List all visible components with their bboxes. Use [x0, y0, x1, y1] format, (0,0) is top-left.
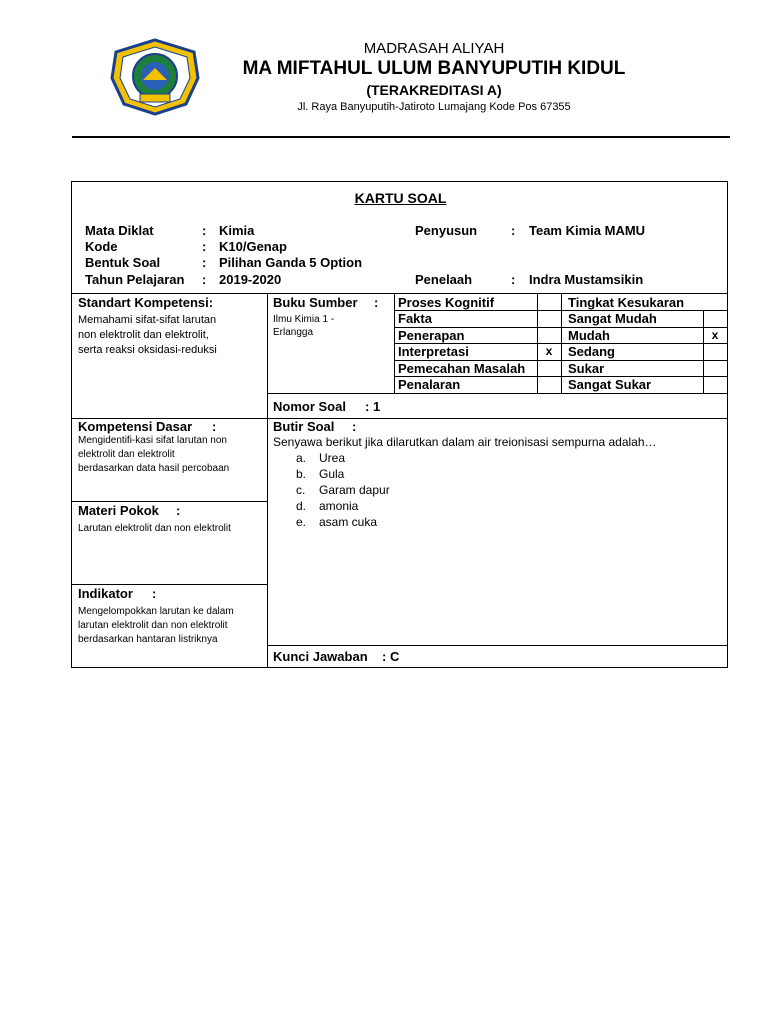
tingkat-kesukaran-item: Sedang	[568, 344, 615, 359]
option-letter: b.	[296, 467, 307, 481]
option-letter: d.	[296, 499, 307, 513]
standar-kompetensi-line: non elektrolit dan elektrolit,	[78, 329, 209, 341]
tahun-pelajaran-sep: :	[202, 272, 207, 287]
proses-kognitif-item: Penalaran	[398, 377, 461, 392]
proses-kognitif-item: Penerapan	[398, 328, 465, 343]
header-rule	[72, 136, 730, 138]
tingkat-kesukaran-mark: x	[711, 328, 719, 342]
mata-diklat-label: Mata Diklat	[85, 223, 154, 238]
materi-pokok-label: Materi Pokok	[78, 503, 159, 518]
grid-line	[267, 393, 728, 394]
grid-line	[267, 293, 268, 668]
nomor-soal-value: : 1	[365, 399, 381, 414]
question-text: Senyawa berikut jika dilarutkan dalam air treionisasi sempurna adalah…	[273, 435, 657, 449]
mata-diklat-value: Kimia	[219, 223, 255, 238]
penelaah-label: Penelaah	[415, 272, 473, 287]
tingkat-kesukaran-item: Sangat Sukar	[568, 377, 652, 392]
butir-soal-label: Butir Soal	[273, 419, 335, 434]
grid-line	[72, 584, 267, 585]
option-text: amonia	[319, 499, 359, 513]
tahun-pelajaran-label: Tahun Pelajaran	[85, 272, 185, 287]
tingkat-kesukaran-item: Mudah	[568, 328, 610, 343]
option-letter: a.	[296, 451, 307, 465]
kunci-jawaban-value: : C	[382, 649, 400, 664]
indikator-label: Indikator	[78, 586, 133, 601]
tahun-pelajaran-value: 2019-2020	[219, 272, 282, 287]
bentuk-soal-label: Bentuk Soal	[85, 255, 161, 270]
bentuk-soal-value: Pilihan Ganda 5 Option	[219, 255, 363, 270]
kode-sep: :	[202, 239, 207, 254]
standar-kompetensi-label: Standart Kompetensi:	[78, 295, 214, 310]
proses-kognitif-item: Interpretasi	[398, 344, 469, 359]
penyusun-label: Penyusun	[415, 223, 478, 238]
indikator-line: larutan elektrolit dan non elektrolit	[78, 620, 228, 631]
buku-sumber-line: Erlangga	[273, 327, 314, 338]
kompetensi-dasar-line: elektrolit dan elektrolit	[78, 449, 175, 460]
mata-diklat-sep: :	[202, 223, 207, 238]
option-text: Gula	[319, 467, 345, 481]
penelaah-value: Indra Mustamsikin	[529, 272, 644, 287]
accreditation: (TERAKREDITASI A)	[366, 82, 502, 98]
school-address: Jl. Raya Banyuputih-Jatiroto Lumajang Kode Pos 67355	[297, 101, 571, 113]
kode-value: K10/Genap	[219, 239, 287, 254]
proses-kognitif-item: Pemecahan Masalah	[398, 361, 526, 376]
bentuk-soal-sep: :	[202, 255, 207, 270]
kompetensi-dasar-line: berdasarkan data hasil percobaan	[78, 463, 230, 474]
buku-sumber-label: Buku Sumber	[273, 295, 358, 310]
materi-pokok-line: Larutan elektrolit dan non elektrolit	[78, 523, 231, 534]
institution-type: MADRASAH ALIYAH	[363, 40, 505, 57]
grid-line	[267, 645, 728, 646]
penyusun-sep: :	[511, 223, 516, 238]
option-text: asam cuka	[319, 515, 378, 529]
butir-soal-sep: :	[352, 419, 357, 434]
proses-kognitif-header: Proses Kognitif	[398, 295, 495, 310]
buku-sumber-sep: :	[374, 295, 379, 310]
proses-kognitif-mark: x	[545, 344, 553, 358]
grid-line	[703, 310, 704, 393]
penyusun-value: Team Kimia MAMU	[529, 223, 646, 238]
proses-kognitif-item: Fakta	[398, 311, 432, 326]
option-text: Urea	[319, 451, 346, 465]
penelaah-sep: :	[511, 272, 516, 287]
tingkat-kesukaran-item: Sukar	[568, 361, 605, 376]
school-name: MA MIFTAHUL ULUM BANYUPUTIH KIDUL	[242, 58, 626, 79]
option-letter: e.	[296, 515, 307, 529]
materi-pokok-sep: :	[176, 503, 181, 518]
grid-line	[72, 293, 728, 294]
kompetensi-dasar-sep: :	[212, 419, 217, 434]
indikator-line: Mengelompokkan larutan ke dalam	[78, 606, 234, 617]
kode-label: Kode	[85, 239, 118, 254]
card-title: KARTU SOAL	[354, 190, 447, 206]
nomor-soal-label: Nomor Soal	[273, 399, 346, 414]
option-letter: c.	[296, 483, 306, 497]
tingkat-kesukaran-item: Sangat Mudah	[568, 311, 657, 326]
tingkat-kesukaran-header: Tingkat Kesukaran	[568, 295, 685, 310]
kunci-jawaban-label: Kunci Jawaban	[273, 649, 368, 664]
grid-line	[72, 501, 267, 502]
question-card	[71, 181, 728, 668]
indikator-line: berdasarkan hantaran listriknya	[78, 634, 218, 645]
grid-line	[394, 310, 728, 311]
option-text: Garam dapur	[319, 483, 390, 497]
kompetensi-dasar-line: Mengidentifi-kasi sifat larutan non	[78, 435, 227, 446]
kompetensi-dasar-label: Kompetensi Dasar	[78, 419, 193, 434]
standar-kompetensi-line: Memahami sifat-sifat larutan	[78, 314, 217, 326]
indikator-sep: :	[152, 586, 157, 601]
standar-kompetensi-line: serta reaksi oksidasi-reduksi	[78, 344, 217, 356]
buku-sumber-line: Ilmu Kimia 1 -	[273, 314, 335, 325]
